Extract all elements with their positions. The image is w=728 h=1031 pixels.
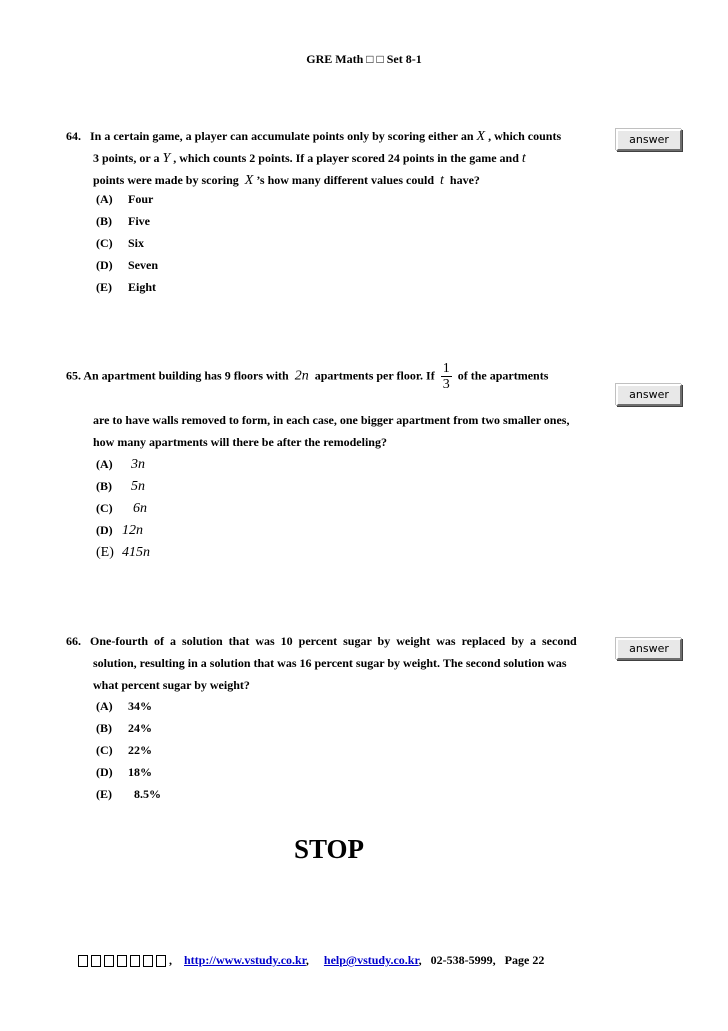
q64-text-3b: ’s how many different values could	[256, 173, 435, 187]
q65-line3: how many apartments will there be after the remodeling?	[93, 435, 387, 449]
q64-var-y: Y	[162, 151, 171, 166]
q64-var-x-2: X	[244, 173, 254, 188]
q65-answer-button[interactable]: answer	[616, 384, 682, 406]
q64-line2	[93, 147, 526, 170]
stop-label: STOP	[293, 834, 365, 864]
q65-option-d[interactable]: (D) 12n	[96, 523, 143, 538]
q64-text-3a: points were made by scoring	[93, 173, 239, 187]
q64-option-b[interactable]: (B) Five	[96, 214, 150, 228]
q66-line2: solution, resulting in a solution that was 16 percent sugar by weight. The second solution was	[93, 656, 567, 670]
q66-text-1: One-fourth of a solution that was 10 percent sugar by weight was replaced by a second	[90, 634, 577, 648]
q66-option-c[interactable]: (C) 22%	[96, 743, 152, 757]
q65-text-1c: of the apartments	[457, 368, 549, 383]
footer-brand-glyphs	[78, 953, 169, 967]
q64-option-d[interactable]: (D) Seven	[96, 258, 158, 272]
q65-var-2n: 2n	[294, 368, 309, 384]
footer: , http://www.vstudy.co.kr, help@vstudy.co.kr, 02-538-5999, Page 22	[78, 953, 544, 968]
q64-line1	[66, 125, 561, 148]
q65-option-e[interactable]: (E) 415n	[96, 545, 150, 560]
q64-text-3c: have?	[449, 173, 480, 187]
q65-line2: are to have walls removed to form, in each case, one bigger apartment from two smaller ones,	[93, 413, 570, 427]
q64-text-1b: , which counts	[488, 129, 562, 143]
q64-option-a[interactable]: (A) Four	[96, 192, 154, 206]
q66-option-b[interactable]: (B) 24%	[96, 721, 152, 735]
q66-option-a[interactable]: (A) 34%	[96, 699, 152, 713]
q64-var-t: t	[521, 151, 526, 166]
q65-line1	[66, 361, 548, 392]
footer-sep-1: ,	[169, 953, 172, 967]
q64-var-t-2: t	[440, 173, 444, 188]
page-header: GRE Math □ □ Set 8-1	[306, 52, 422, 66]
q66-number: 66.	[66, 634, 81, 648]
q64-text-2b: , which counts 2 points. If a player scored 24 points in the game and	[173, 151, 519, 165]
q66-option-d[interactable]: (D) 18%	[96, 765, 152, 779]
q65-fraction: $\frac{1}{3}$	[442, 361, 450, 392]
q65-text-1b: apartments per floor. If	[314, 368, 435, 383]
q65-option-b[interactable]: (B) 5n	[96, 479, 145, 494]
q64-var-x: X	[476, 129, 486, 144]
q66-line3: what percent sugar by weight?	[93, 678, 250, 692]
footer-email-link[interactable]: help@vstudy.co.kr	[323, 953, 419, 967]
q64-number: 64.	[66, 129, 81, 143]
q65-option-c[interactable]: (C) 6n	[96, 501, 147, 516]
q64-option-e[interactable]: (E) Eight	[96, 280, 157, 294]
q66-line1	[66, 630, 577, 652]
q66-option-e[interactable]: (E) 8.5%	[96, 787, 161, 801]
footer-contact: , 02-538-5999, Page 22	[418, 953, 545, 967]
q65-number: 65.	[66, 368, 81, 383]
q65-option-a[interactable]: (A) 3n	[96, 457, 145, 472]
q66-answer-button[interactable]: answer	[616, 638, 682, 660]
q64-option-c[interactable]: (C) Six	[96, 236, 145, 250]
q65-text-1a: An apartment building has 9 floors with	[83, 368, 289, 383]
q64-text-2a: 3 points, or a	[93, 151, 160, 165]
footer-url-link[interactable]: http://www.vstudy.co.kr	[184, 953, 306, 967]
q64-answer-button[interactable]: answer	[616, 129, 682, 151]
q64-text-1a: In a certain game, a player can accumulate points only by scoring either an	[90, 129, 474, 143]
q64-line3	[93, 169, 480, 192]
